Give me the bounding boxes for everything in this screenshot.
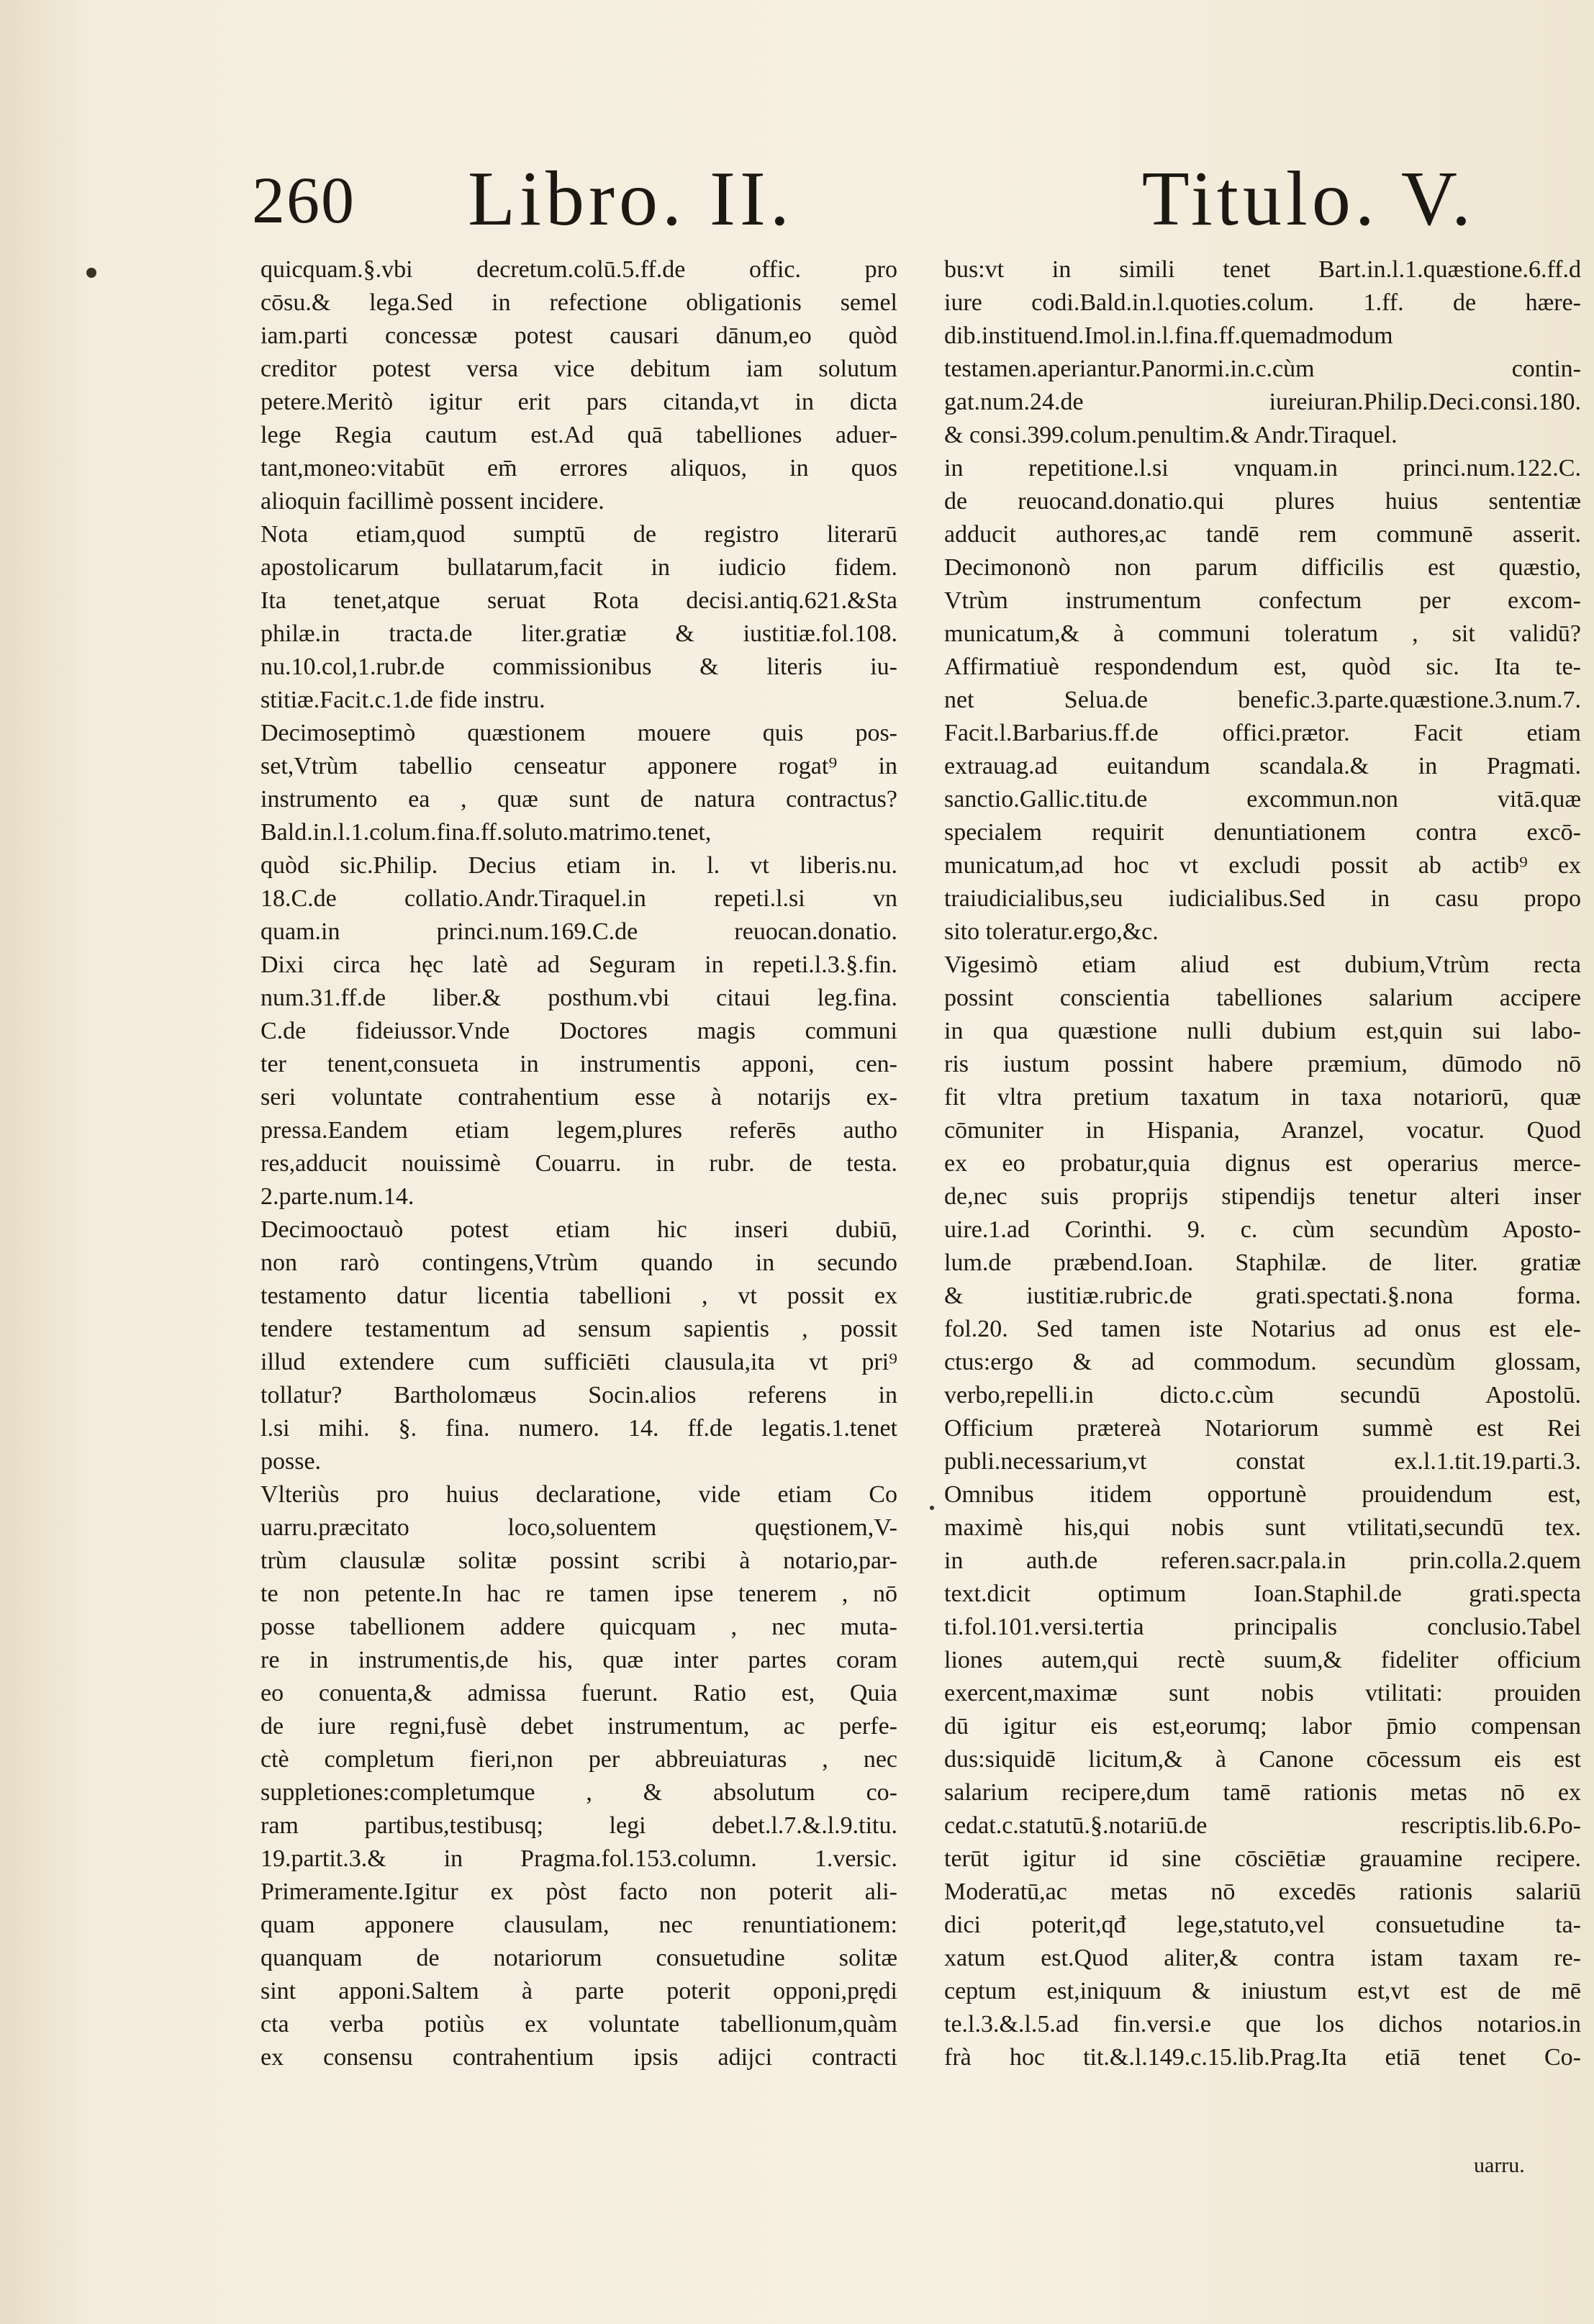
text-line: ti.fol.101.versi.tertia principalis conclusio.Tabel <box>944 1614 1581 1640</box>
text-line: exercent,maximæ sunt nobis vtilitati: prouiden <box>944 1680 1581 1706</box>
text-line: Decimooctauò potest etiam hic inseri dubiū, <box>261 1216 897 1243</box>
text-line: traiudicialibus,seu iudicialibus.Sed in casu propo <box>944 885 1581 912</box>
text-line: de iure regni,fusè debet instrumentum, ac perfe- <box>261 1713 897 1740</box>
text-line: fol.20. Sed tamen iste Notarius ad onus est ele- <box>944 1316 1581 1342</box>
text-line: Nota etiam,quod sumptū de registro literarū <box>261 521 897 548</box>
text-line: te.l.3.&.l.5.ad fin.versi.e que los dichos notarios.in <box>944 2011 1581 2038</box>
text-line: frà hoc tit.&.l.149.c.15.lib.Prag.Ita etiā tenet Co- <box>944 2044 1581 2071</box>
text-line: posse tabellionem addere quicquam , nec muta- <box>261 1614 897 1640</box>
text-line: de reuocand.donatio.qui plures huius sententiæ <box>944 488 1581 515</box>
text-line: Facit.l.Barbarius.ff.de offici.prætor. Facit etiam <box>944 720 1581 746</box>
text-line: tant,moneo:vitabūt em̄ errores aliquos, in quos <box>261 455 897 481</box>
text-line: Decimoseptimò quæstionem mouere quis pos- <box>261 720 897 746</box>
text-line: quam apponere clausulam, nec renuntiationem: <box>261 1912 897 1938</box>
text-line: instrumento ea , quæ sunt de natura contractus? <box>261 786 897 813</box>
text-line: xatum est.Quod aliter,& contra istam taxam re- <box>944 1945 1581 1971</box>
text-line: maximè his,qui nobis sunt vtilitati,secundū tex. <box>944 1514 1581 1541</box>
text-line: Officium prætereà Notariorum summè est Rei <box>944 1415 1581 1442</box>
text-line: iure codi.Bald.in.l.quoties.colum. 1.ff. de hære- <box>944 289 1581 316</box>
text-line: in qua quæstione nulli dubium est,quin sui labo- <box>944 1018 1581 1044</box>
text-line: ctè completum fieri,non per abbreuiaturas , nec <box>261 1746 897 1773</box>
text-line: apostolicarum bullatarum,facit in iudicio fidem. <box>261 554 897 581</box>
text-line: ctus:ergo & ad commodum. secundùm glossam, <box>944 1349 1581 1375</box>
text-line: specialem requirit denuntiationem contra excō- <box>944 819 1581 846</box>
text-line: & consi.399.colum.penultim.& Andr.Tiraquel. <box>944 422 1398 448</box>
text-line: trùm clausulæ solitæ possint scribi à notario,par- <box>261 1547 897 1574</box>
text-line: Dixi circa hęc latè ad Seguram in repeti.l.3.§.fin. <box>261 951 897 978</box>
text-line: ter tenent,consueta in instrumentis apponi, cen- <box>261 1051 897 1077</box>
text-line: sint apponi.Saltem à parte poterit opponi,prędi <box>261 1978 897 2004</box>
text-line: Primeramente.Igitur ex pòst facto non poterit ali- <box>261 1878 897 1905</box>
text-line: cōsu.& lega.Sed in refectione obligationis semel <box>261 289 897 316</box>
text-line: eo conuenta,& admissa fuerunt. Ratio est, Quia <box>261 1680 897 1706</box>
margin-dot-icon <box>86 268 96 278</box>
catchword: uarru. <box>1474 2153 1525 2177</box>
text-line: bus:vt in simili tenet Bart.in.l.1.quæstione.6.ff.d <box>944 256 1581 283</box>
text-line: sito toleratur.ergo,&c. <box>944 918 1159 945</box>
text-line: pressa.Eandem etiam legem,plures referēs autho <box>261 1117 897 1144</box>
text-line: publi.necessarium,vt constat ex.l.1.tit.19.parti.3. <box>944 1448 1581 1475</box>
text-line: 18.C.de collatio.Andr.Tiraquel.in repeti.l.si vn <box>261 885 897 912</box>
text-line: C.de fideiussor.Vnde Doctores magis communi <box>261 1018 897 1044</box>
text-line: Moderatū,ac metas nō excedēs rationis salariū <box>944 1878 1581 1905</box>
text-line: uire.1.ad Corinthi. 9. c. cùm secundùm Aposto- <box>944 1216 1581 1243</box>
text-line: ex eo probatur,quia dignus est operarius merce- <box>944 1150 1581 1177</box>
text-line: dus:siquidē licitum,& à Canone cōcessum eis est <box>944 1746 1581 1773</box>
text-line: l.si mihi. §. fina. numero. 14. ff.de legatis.1.tenet <box>261 1415 897 1442</box>
book-heading: Libro. II. <box>468 156 794 242</box>
margin-mark-icon <box>930 1506 934 1510</box>
text-line: possint conscientia tabelliones salarium accipere <box>944 985 1581 1011</box>
text-line: Omnibus itidem opportunè prouidendum est, <box>944 1481 1581 1508</box>
text-line: extrauag.ad euitandum scandala.& in Pragmati. <box>944 753 1581 779</box>
title-heading: Titulo. V. <box>1141 156 1475 242</box>
text-line: non rarò contingens,Vtrùm quando in secundo <box>261 1249 897 1276</box>
text-line: quanquam de notariorum consuetudine solitæ <box>261 1945 897 1971</box>
text-line: res,adducit nouissimè Couarru. in rubr. de testa. <box>261 1150 897 1177</box>
text-line: testamen.aperiantur.Panormi.in.c.cùm contin- <box>944 356 1581 382</box>
text-line: ceptum est,iniquum & iniustum est,vt est de mē <box>944 1978 1581 2004</box>
running-header <box>252 155 1475 242</box>
text-line: sanctio.Gallic.titu.de excommun.non vitā.quæ <box>944 786 1581 813</box>
text-line: Decimononò non parum difficilis est quæstio, <box>944 554 1581 581</box>
text-line: re in instrumentis,de his, quæ inter partes coram <box>261 1647 897 1673</box>
text-line: ris iustum possint habere præmium, dūmodo nō <box>944 1051 1581 1077</box>
text-line: illud extendere cum sufficiēti clausula,ita vt pri⁹ <box>261 1349 897 1375</box>
text-line: gat.num.24.de iureiuran.Philip.Deci.consi.180. <box>944 389 1581 415</box>
text-line: liones autem,qui rectè suum,& fideliter officium <box>944 1647 1581 1673</box>
text-line: iam.parti concessæ potest causari dānum,eo quòd <box>261 322 897 349</box>
text-line: Affirmatiuè respondendum est, quòd sic. Ita te- <box>944 654 1581 680</box>
text-line: dū igitur eis est,eorumq; labor p̄mio compensan <box>944 1713 1581 1740</box>
text-line: ex consensu contrahentium ipsis adijci contracti <box>261 2044 897 2071</box>
text-line: cedat.c.statutū.§.notariū.de rescriptis.lib.6.Po- <box>944 1812 1581 1839</box>
text-line: lum.de præbend.Ioan. Staphilæ. de liter. gratiæ <box>944 1249 1581 1276</box>
text-line: dici poterit,qđ lege,statuto,vel consuetudine ta- <box>944 1912 1581 1938</box>
text-line: adducit authores,ac tandē rem communē asserit. <box>944 521 1581 548</box>
text-line: stitiæ.Facit.c.1.de fide instru. <box>261 687 545 713</box>
text-line: lege Regia cautum est.Ad quā tabelliones aduer- <box>261 422 897 448</box>
text-line: net Selua.de benefic.3.parte.quæstione.3.num.7. <box>944 687 1581 713</box>
text-line: fit vltra pretium taxatum in taxa notariorū, quæ <box>944 1084 1581 1111</box>
text-line: set,Vtrùm tabellio censeatur apponere rogat⁹ in <box>261 753 897 779</box>
text-line: tendere testamentum ad sensum sapientis , possit <box>261 1316 897 1342</box>
text-line: cta verba potiùs ex voluntate tabellionum,quàm <box>261 2011 897 2038</box>
text-line: seri voluntate contrahentium esse à notarijs ex- <box>261 1084 897 1111</box>
text-line: verbo,repelli.in dicto.c.cùm secundū Apostolū. <box>944 1382 1581 1409</box>
text-line: philæ.in tracta.de liter.gratiæ & iustitiæ.fol.108. <box>261 620 897 647</box>
text-line: quòd sic.Philip. Decius etiam in. l. vt liberis.nu. <box>261 852 897 879</box>
text-line: 19.partit.3.& in Pragma.fol.153.column. 1.versic. <box>261 1845 897 1872</box>
text-line: Vtrùm instrumentum confectum per excom- <box>944 587 1581 614</box>
text-line: cōmuniter in Hispania, Aranzel, vocatur. Quod <box>944 1117 1581 1144</box>
folio-number: 260 <box>252 163 356 237</box>
text-line: uarru.præcitato loco,soluentem quęstionem,V- <box>261 1514 897 1541</box>
text-line: nu.10.col,1.rubr.de commissionibus & literis iu- <box>261 654 897 680</box>
right-text-column <box>944 253 1581 2074</box>
text-line: posse. <box>261 1448 322 1475</box>
text-line: in repetitione.l.si vnquam.in princi.num.122.C. <box>944 455 1581 481</box>
text-line: testamento datur licentia tabellioni , vt possit ex <box>261 1283 897 1309</box>
text-line: salarium recipere,dum tamē rationis metas nō ex <box>944 1779 1581 1806</box>
text-line: Vigesimò etiam aliud est dubium,Vtrùm recta <box>944 951 1581 978</box>
text-line: ram partibus,testibusq; legi debet.l.7.&.l.9.titu. <box>261 1812 897 1839</box>
text-line: alioquin facillimè possent incidere. <box>261 488 604 515</box>
text-line: Bald.in.l.1.colum.fina.ff.soluto.matrimo.tenet, <box>261 819 712 846</box>
text-line: tollatur? Bartholomæus Socin.alios referens in <box>261 1382 897 1409</box>
text-line: Vlteriùs pro huius declaratione, vide etiam Co <box>261 1481 897 1508</box>
text-line: terūt igitur id sine cōsciētiæ grauamine recipere. <box>944 1845 1581 1872</box>
text-line: num.31.ff.de liber.& posthum.vbi citaui leg.fina. <box>261 985 897 1011</box>
text-line: 2.parte.num.14. <box>261 1183 415 1210</box>
text-line: quicquam.§.vbi decretum.colū.5.ff.de offic. pro <box>261 256 897 283</box>
text-line: te non petente.In hac re tamen ipse tenerem , nō <box>261 1581 897 1607</box>
text-line: municatum,ad hoc vt excludi possit ab actib⁹ ex <box>944 852 1581 879</box>
text-line: dib.instituend.Imol.in.l.fina.ff.quemadmodum <box>944 322 1393 349</box>
text-line: de,nec suis proprijs stipendijs tenetur alteri inser <box>944 1183 1581 1210</box>
text-line: suppletiones:completumque , & absolutum co- <box>261 1779 897 1806</box>
text-line: quam.in princi.num.169.C.de reuocan.donatio. <box>261 918 897 945</box>
text-line: municatum,& à communi toleratum , sit validū? <box>944 620 1581 647</box>
text-line: in auth.de referen.sacr.pala.in prin.colla.2.quem <box>944 1547 1581 1574</box>
text-line: & iustitiæ.rubric.de grati.spectati.§.nona forma. <box>944 1283 1581 1309</box>
text-line: creditor potest versa vice debitum iam solutum <box>261 356 897 382</box>
text-line: Ita tenet,atque seruat Rota decisi.antiq.621.&Sta <box>261 587 897 614</box>
text-line: petere.Meritò igitur erit pars citanda,vt in dicta <box>261 389 897 415</box>
text-line: text.dicit optimum Ioan.Staphil.de grati.specta <box>944 1581 1581 1607</box>
left-text-column <box>261 253 897 2074</box>
